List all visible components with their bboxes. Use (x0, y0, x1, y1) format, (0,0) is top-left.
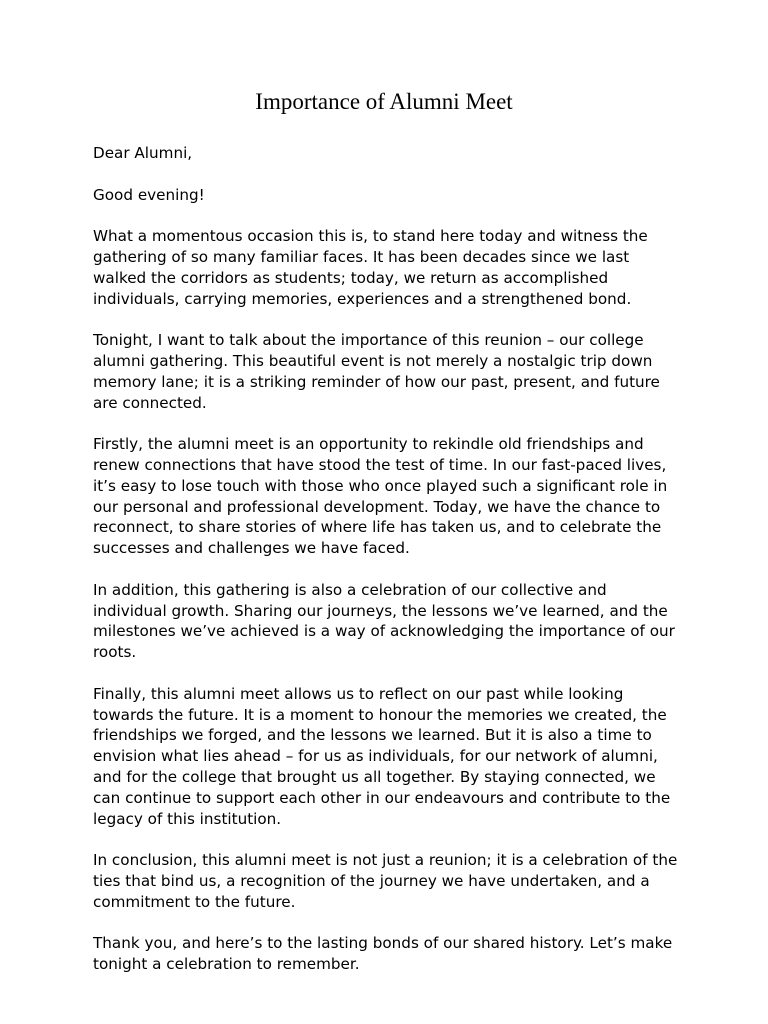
body-paragraph: What a momentous occasion this is, to stand here today and witness the gathering of so many familiar faces. It has been decades since we last walked the corridors as students; today, we return as accomplished individuals, carrying memories, experiences and a strengthened bond. (93, 227, 648, 308)
closing-paragraph: Thank you, and here’s to the lasting bonds of our shared history. Let’s make tonight a celebration to remember. (93, 934, 673, 974)
document-title: Importance of Alumni Meet (255, 89, 513, 114)
body-paragraph: In addition, this gathering is also a celebration of our collective and individual growth. Sharing our journeys, the lessons we’ve learned, and the milestones we’ve achieved is a way of acknowledging the importance of our roots. (93, 580, 675, 662)
body-paragraph: Tonight, I want to talk about the importance of this reunion – our college alumni gathering. This beautiful event is not merely a nostalgic trip down memory lane; it is a striking reminder of how our past, present, and future are connected. (93, 331, 660, 412)
body-paragraph: Finally, this alumni meet allows us to reflect on our past while looking towards the future. It is a moment to honour the memories we created, the friendships we forged, and the lessons we learned. But it is also a time to envision what lies ahead – for us as individuals, for our network of alumni, and for the college that brought us all together. By staying connected, we can continue to support each other in our endeavours and contribute to the legacy of this institution. (93, 684, 671, 828)
conclusion-paragraph: In conclusion, this alumni meet is not just a reunion; it is a celebration of the ties that bind us, a recognition of the journey we have undertaken, and a commitment to the future. (93, 851, 678, 911)
greeting: Good evening! (93, 185, 205, 204)
document-body (93, 143, 683, 975)
salutation: Dear Alumni, (93, 144, 193, 162)
body-paragraph: Firstly, the alumni meet is an opportunity to rekindle old friendships and renew connections that have stood the test of time. In our fast-paced lives, it’s easy to lose touch with those who once played such a significant role in our personal and professional development. Today, we have the chance to reconnect, to share stories of where life has taken us, and to celebrate the successes and challenges we have faced. (93, 435, 668, 558)
